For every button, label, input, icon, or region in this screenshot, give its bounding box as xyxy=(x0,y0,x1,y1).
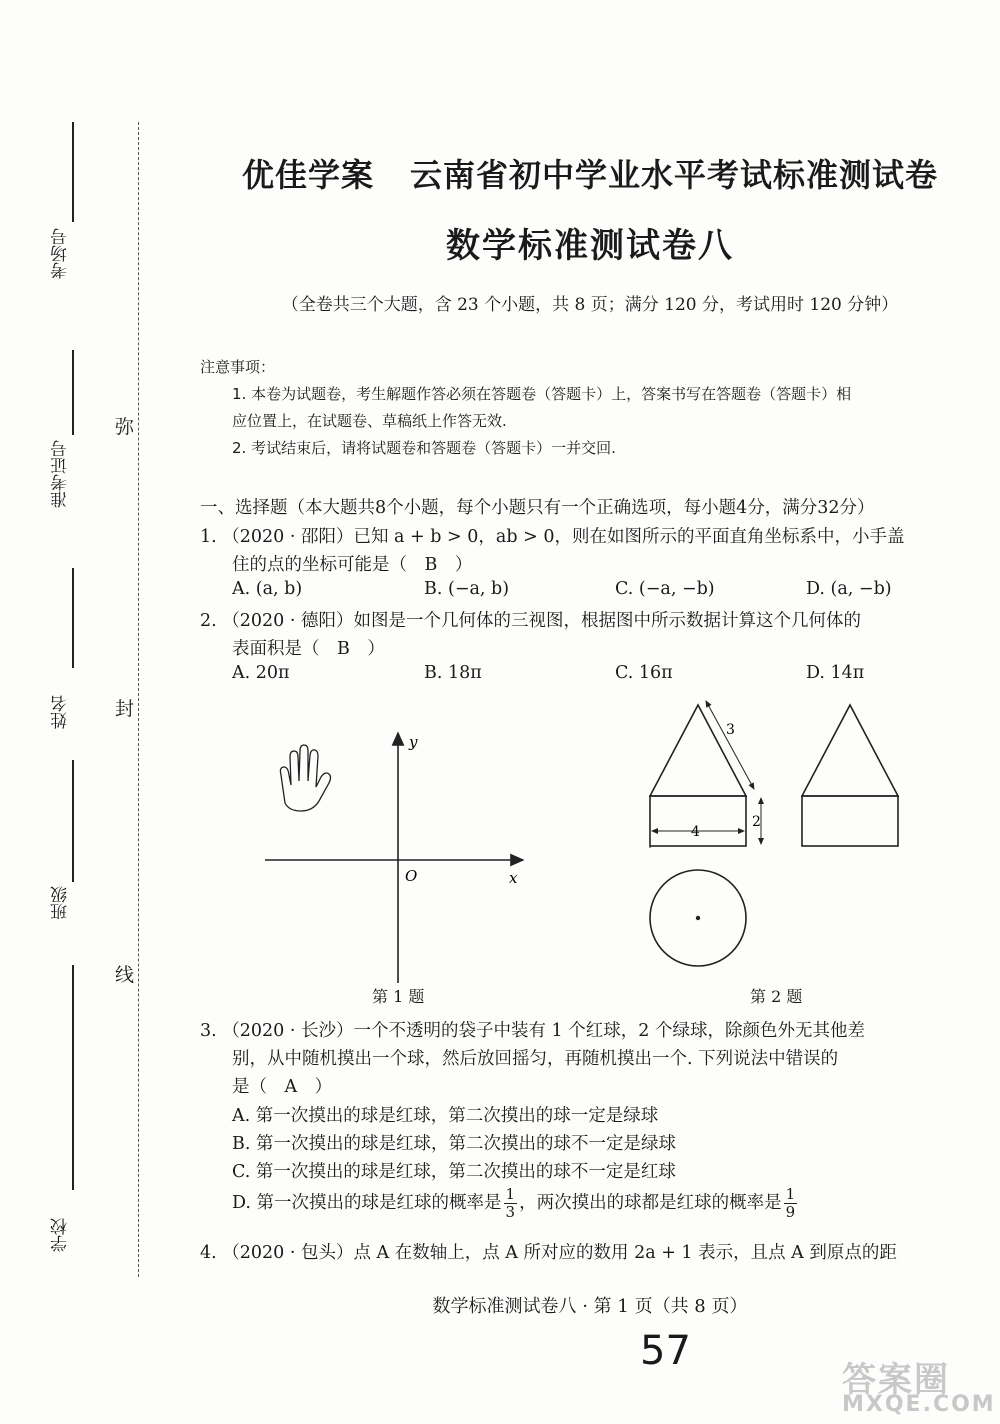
q3-stem: 3. （2020 · 长沙）一个不透明的袋子中装有 1 个红球，2 个绿球，除颜色外无其他差 xyxy=(200,1021,865,1041)
q1-stem: 1. （2020 · 邵阳）已知 a + b > 0，ab > 0，则在如图所示的平面直角坐标系中，小手盖 xyxy=(200,527,905,547)
hand-icon xyxy=(280,745,330,811)
figure-1-caption: 第 1 题 xyxy=(372,987,425,1006)
top-view-center xyxy=(696,916,700,920)
seal-dashed-line xyxy=(138,122,139,1277)
paper-title: 数学标准测试卷八 xyxy=(446,226,734,266)
figure-1-coordinate-plane xyxy=(255,725,545,985)
slant-length-label: 3 xyxy=(726,722,735,738)
slant-dimension xyxy=(706,701,754,789)
field-school: 学校 xyxy=(51,1218,71,1252)
q3-option-a: A. 第一次摸出的球是红球，第二次摸出的球一定是绿球 xyxy=(232,1106,659,1126)
field-line xyxy=(72,760,74,882)
q3-option-d-text: D. 第一次摸出的球是红球的概率是 xyxy=(232,1193,502,1213)
q2-option-d: D. 14π xyxy=(806,663,865,683)
width-label: 4 xyxy=(691,824,700,840)
q2-option-a: A. 20π xyxy=(232,663,290,683)
q1-option-c: C. (−a, −b) xyxy=(615,579,715,599)
field-class: 班级 xyxy=(51,886,71,920)
fraction-one-third: $\frac{1}{3}$ xyxy=(505,1185,516,1221)
field-line xyxy=(72,965,74,1190)
notice-item-1: 1. 本卷为试题卷，考生解题作答必须在答题卷（答题卡）上，答案书写在答题卷（答题卡）相 xyxy=(232,385,852,403)
handwritten-page-number: 57 xyxy=(640,1328,691,1374)
q1-stem-cont: 住的点的坐标可能是（ B ） xyxy=(232,555,473,575)
figure-2-three-views xyxy=(630,690,960,990)
seal-char-feng: 封 xyxy=(115,698,135,720)
height-label: 2 xyxy=(752,814,761,830)
q3-stem-cont2: 是（ A ） xyxy=(232,1077,333,1097)
notice-heading: 注意事项： xyxy=(200,358,276,376)
field-name: 姓名 xyxy=(51,695,71,729)
field-line xyxy=(72,122,74,222)
q2-option-c: C. 16π xyxy=(615,663,673,683)
brand-name: 优佳学案 xyxy=(241,156,374,194)
figure-2-caption: 第 2 题 xyxy=(750,987,803,1006)
field-admission-number: 准考证号 xyxy=(51,440,71,508)
q3-stem-cont: 别，从中随机摸出一个球，然后放回摇匀，再随机摸出一个. 下列说法中错误的 xyxy=(232,1049,839,1069)
q2-stem: 2. （2020 · 德阳）如图是一个几何体的三视图，根据图中所示数据计算这个几何体的 xyxy=(200,611,861,631)
x-axis-label: x xyxy=(509,869,518,887)
series-name: 云南省初中学业水平考试标准测试卷 xyxy=(410,156,939,194)
paper-subtitle: （全卷共三个大题，含 23 个小题，共 8 页；满分 120 分，考试用时 120 分钟） xyxy=(281,295,899,315)
field-line xyxy=(72,568,74,668)
q2-option-b: B. 18π xyxy=(424,663,482,683)
watermark-logo: 答案圈 xyxy=(842,1360,950,1400)
origin-label: O xyxy=(405,867,418,885)
q1-option-d: D. (a, −b) xyxy=(806,579,892,599)
seal-char-xian: 线 xyxy=(115,964,135,986)
page-footer: 数学标准测试卷八 · 第 1 页（共 8 页） xyxy=(432,1296,748,1317)
q3-option-d xyxy=(232,1186,799,1221)
q3-option-b: B. 第一次摸出的球是红球，第二次摸出的球不一定是绿球 xyxy=(232,1134,676,1154)
q3-option-c: C. 第一次摸出的球是红球，第二次摸出的球不一定是红球 xyxy=(232,1162,676,1182)
field-exam-room: 考场号 xyxy=(51,228,71,279)
seal-char-mi: 弥 xyxy=(115,416,135,438)
q1-option-a: A. (a, b) xyxy=(232,579,303,599)
q3-option-d-text2: ，两次摸出的球都是红球的概率是 xyxy=(519,1193,782,1213)
field-line xyxy=(72,350,74,435)
fraction-one-ninth: $\frac{1}{9}$ xyxy=(785,1185,796,1221)
notice-item-2: 2. 考试结束后，请将试题卷和答题卷（答题卡）一并交回. xyxy=(232,439,616,457)
q1-option-b: B. (−a, b) xyxy=(424,579,510,599)
watermark-url: MXQE.COM xyxy=(842,1392,996,1417)
notice-item-1-cont: 应位置上，在试题卷、草稿纸上作答无效. xyxy=(232,412,507,430)
paper-series-title xyxy=(200,150,980,196)
side-view xyxy=(802,705,898,846)
q4-stem: 4. （2020 · 包头）点 A 在数轴上，点 A 所对应的数用 2a + 1 表示，且点 A 到原点的距 xyxy=(200,1243,897,1263)
y-axis-label: y xyxy=(409,733,418,751)
q2-stem-cont: 表面积是（ B ） xyxy=(232,639,385,659)
section-title: 一、选择题（本大题共8个小题，每个小题只有一个正确选项，每小题4分，满分32分） xyxy=(200,498,875,518)
